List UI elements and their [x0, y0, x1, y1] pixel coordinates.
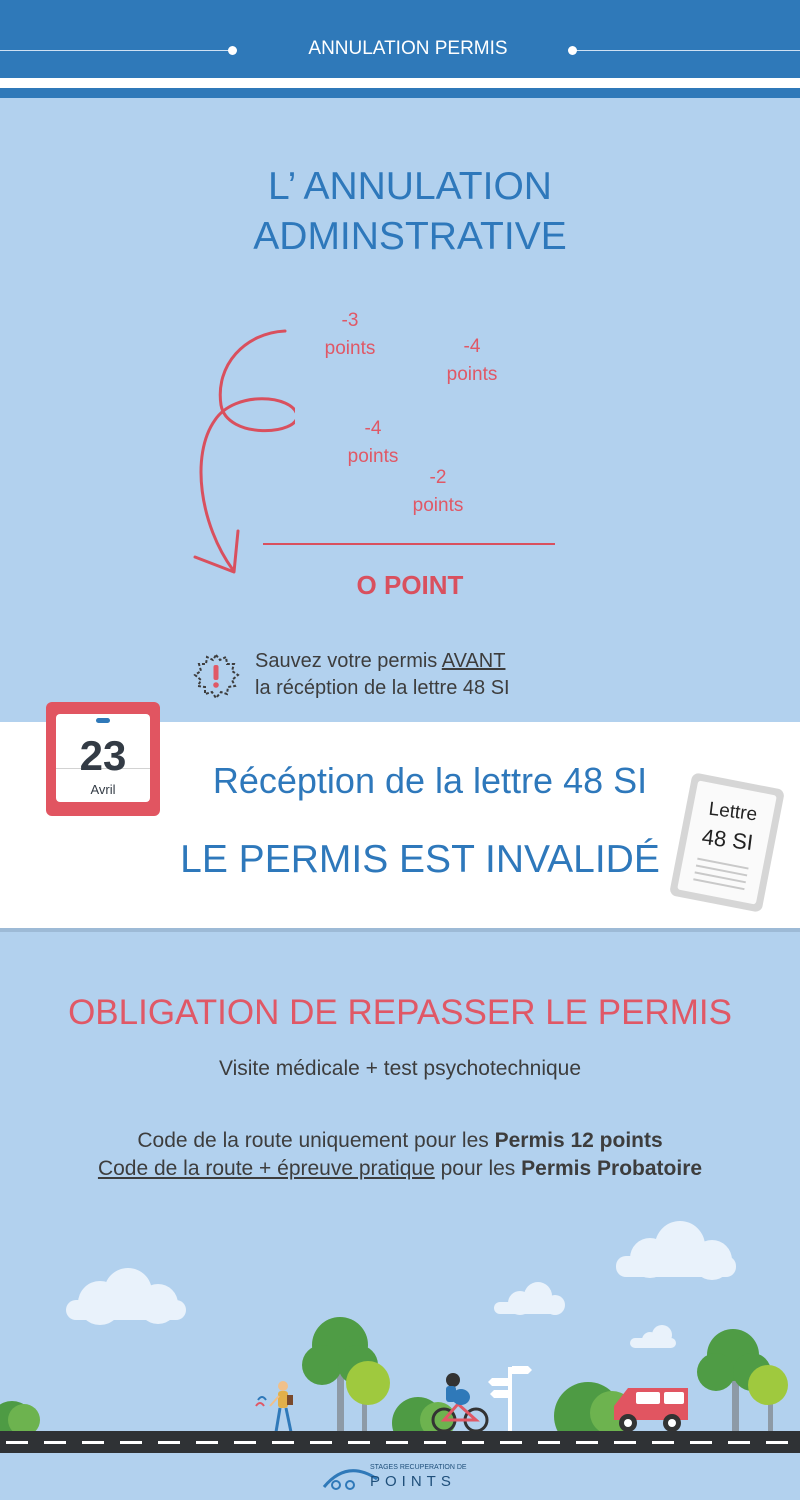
header-white-strip — [0, 78, 800, 88]
cloud-icon — [494, 1282, 565, 1315]
road-dash — [234, 1441, 256, 1444]
road-dash — [196, 1441, 218, 1444]
visite-text: Visite médicale + test psychotechnique — [218, 1057, 582, 1080]
deduction-unit: points — [324, 338, 376, 359]
road-dash — [462, 1441, 484, 1444]
road-dash — [272, 1441, 294, 1444]
header-title: ANNULATION PERMIS — [308, 38, 508, 59]
road-dash — [576, 1441, 598, 1444]
deduction-2 — [422, 333, 522, 389]
road-dash — [614, 1441, 636, 1444]
road-dash — [500, 1441, 522, 1444]
header-blue-strip — [0, 88, 800, 98]
logo-icon — [322, 1455, 482, 1495]
road-dash — [652, 1441, 674, 1444]
deduction-unit: points — [347, 446, 399, 467]
road-dash — [310, 1441, 332, 1444]
code1-bold: Permis 12 points — [494, 1129, 663, 1152]
deduction-unit: points — [446, 364, 498, 385]
deduction-4 — [388, 464, 488, 520]
calendar-icon — [46, 702, 160, 816]
calendar-hinge — [96, 718, 110, 723]
total-points: O POINT — [356, 570, 464, 600]
road-dash — [348, 1441, 370, 1444]
cloud-icon — [66, 1268, 186, 1325]
warning-emph: AVANT — [441, 650, 506, 672]
road-dash — [728, 1441, 750, 1444]
pedestrian-icon — [256, 1381, 293, 1432]
page-title-line2: ADMINSTRATIVE — [253, 215, 567, 258]
road-dash — [82, 1441, 104, 1444]
logo-top-text: STAGES RECUPERATION DE — [370, 1464, 467, 1471]
letter-paper — [677, 780, 777, 904]
code2-bold: Permis Probatoire — [521, 1157, 703, 1180]
deduction-value: -4 — [463, 336, 481, 357]
bush-icon — [0, 1401, 40, 1435]
reception-text: Récéption de la lettre 48 SI — [212, 760, 648, 801]
calendar-day: 23 — [79, 732, 127, 779]
invalid-text: LE PERMIS EST INVALIDÉ — [180, 838, 660, 881]
curly-arrow-icon — [185, 325, 295, 580]
road-dash — [386, 1441, 408, 1444]
deduction-3 — [323, 415, 423, 471]
warning-part1: Sauvez votre permis — [255, 650, 442, 672]
warning-line2: la récéption de la lettre 48 SI — [255, 677, 510, 699]
calendar-month: Avril — [90, 782, 116, 797]
tree-icon — [346, 1361, 390, 1432]
landscape-illustration — [0, 1220, 800, 1435]
tree-icon — [748, 1365, 788, 1432]
code2-text: pour les — [434, 1157, 522, 1180]
obligation-title: OBLIGATION DE REPASSER LE PERMIS — [68, 993, 732, 1032]
page-title-line1: L’ ANNULATION — [268, 165, 552, 208]
warning-badge-icon — [192, 652, 240, 700]
deduction-1 — [300, 307, 400, 363]
letter-line2: 48 SI — [700, 824, 755, 856]
road-dash — [766, 1441, 788, 1444]
deduction-value: -2 — [429, 467, 447, 488]
cloud-icon — [616, 1221, 736, 1280]
code-line-2 — [0, 1157, 800, 1181]
road-dash — [44, 1441, 66, 1444]
code1-text: Code de la route uniquement pour les — [137, 1129, 495, 1152]
road-dash — [158, 1441, 180, 1444]
deduction-unit: points — [412, 495, 464, 516]
code-line-1 — [0, 1129, 800, 1153]
road-dash — [538, 1441, 560, 1444]
deduction-value: -4 — [364, 418, 382, 439]
warning-line1 — [255, 648, 510, 675]
letter-line1: Lettre — [707, 798, 759, 826]
page-title — [0, 162, 800, 262]
road-dash — [690, 1441, 712, 1444]
band-shadow — [0, 928, 800, 932]
cloud-icon — [630, 1325, 676, 1348]
warning-text — [255, 648, 510, 702]
sum-line — [263, 543, 555, 545]
car-icon — [614, 1388, 688, 1432]
road-dash — [424, 1441, 446, 1444]
signpost-icon — [488, 1366, 532, 1433]
logo-bottom-text: POINTS — [370, 1473, 456, 1490]
road-dash — [6, 1441, 28, 1444]
code2-underlined: Code de la route + épreuve pratique — [97, 1157, 435, 1180]
road-dash — [120, 1441, 142, 1444]
deduction-value: -3 — [341, 310, 359, 331]
calendar-page — [56, 714, 150, 802]
